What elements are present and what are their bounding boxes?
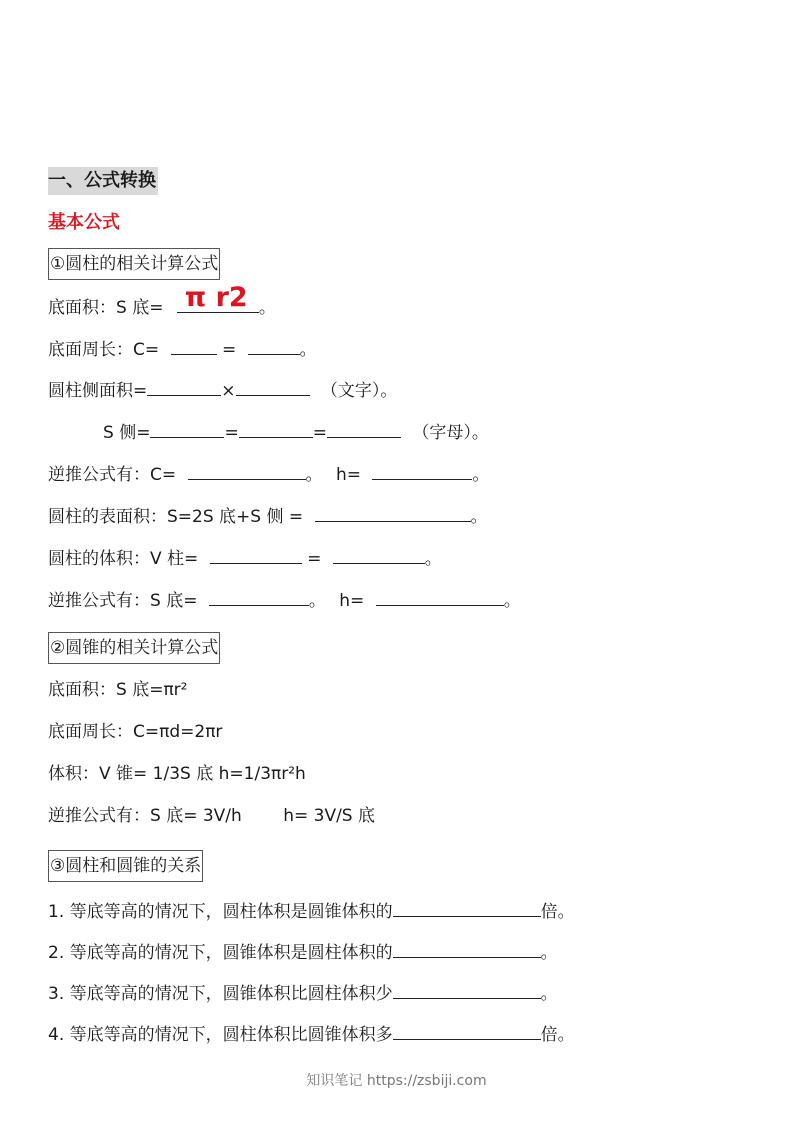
period: 。 <box>258 298 276 318</box>
period: 。 <box>470 507 488 527</box>
blank[interactable] <box>376 587 504 606</box>
blank[interactable] <box>209 587 309 606</box>
blank[interactable] <box>147 377 221 396</box>
period: 。 <box>299 340 317 360</box>
h-label: h= <box>335 465 361 485</box>
blank[interactable] <box>393 1021 541 1040</box>
blank[interactable] <box>210 545 302 564</box>
blank[interactable] <box>248 336 300 355</box>
blank[interactable] <box>393 898 541 917</box>
relation-item <box>48 1021 575 1045</box>
subtitle-basic-formulas: 基本公式 <box>48 212 120 233</box>
item-end: 倍。 <box>540 1025 575 1045</box>
note: （字母）。 <box>412 423 489 443</box>
blank[interactable] <box>327 419 401 438</box>
period: 。 <box>503 591 521 611</box>
label: 底面周长：C= <box>48 340 160 360</box>
item-end: 。 <box>540 984 558 1004</box>
cylinder-inverse-2-line <box>48 587 521 611</box>
blank[interactable] <box>150 419 224 438</box>
section-title: 一、公式转换 <box>48 167 158 195</box>
blank[interactable] <box>236 377 310 396</box>
cylinder-volume-line <box>48 545 442 569</box>
footer-watermark: 知识笔记 https://zsbiji.com <box>306 1073 487 1089</box>
label: 圆柱的表面积：S=2S 底+S 侧 = <box>48 507 304 527</box>
inverse-h: h= 3V/S 底 <box>283 806 375 826</box>
h-label: h= <box>339 591 365 611</box>
item-text: 3. 等底等高的情况下，圆锥体积比圆柱体积少 <box>48 984 393 1004</box>
label: S 侧= <box>103 423 151 443</box>
blank[interactable] <box>315 503 471 522</box>
cone-volume: 体积：V 锥= 1/3S 底 h=1/3πr²h <box>48 764 306 784</box>
equals: = <box>224 423 239 443</box>
blank[interactable] <box>372 461 472 480</box>
cylinder-lateral-words-line <box>48 377 397 401</box>
filled-answer: π r2 <box>184 282 248 313</box>
note: （文字）。 <box>320 381 398 401</box>
relation-item <box>48 939 558 963</box>
relation-item <box>48 898 575 922</box>
period: 。 <box>308 591 326 611</box>
item-text: 2. 等底等高的情况下，圆锥体积是圆柱体积的 <box>48 943 393 963</box>
item-end: 倍。 <box>540 902 575 922</box>
cone-base-area: 底面积：S 底=πr² <box>48 680 188 700</box>
times: × <box>221 381 236 401</box>
label: 圆柱的体积：V 柱= <box>48 549 199 569</box>
label: 底面积：S 底= <box>48 298 164 318</box>
relation-item <box>48 980 558 1004</box>
cylinder-inverse-1-line <box>48 461 489 485</box>
period: 。 <box>424 549 442 569</box>
period: 。 <box>472 465 490 485</box>
blank[interactable] <box>188 461 306 480</box>
cylinder-base-area-line <box>48 282 276 318</box>
cone-header: ②圆锥的相关计算公式 <box>48 632 220 664</box>
label: 圆柱侧面积= <box>48 381 148 401</box>
blank[interactable] <box>393 980 541 999</box>
item-text: 4. 等底等高的情况下，圆柱体积比圆锥体积多 <box>48 1025 393 1045</box>
period: 。 <box>305 465 323 485</box>
cylinder-base-circumference-line <box>48 336 317 360</box>
blank[interactable] <box>333 545 425 564</box>
blank[interactable] <box>393 939 541 958</box>
inverse-s: 逆推公式有：S 底= 3V/h <box>48 806 242 826</box>
cone-inverse-line <box>48 804 375 828</box>
blank-base-area[interactable] <box>177 282 259 313</box>
cylinder-surface-area-line <box>48 503 488 527</box>
item-text: 1. 等底等高的情况下，圆柱体积是圆锥体积的 <box>48 902 393 922</box>
cylinder-header: ①圆柱的相关计算公式 <box>48 248 220 280</box>
label: 逆推公式有：C= <box>48 465 177 485</box>
equals: = <box>221 340 237 360</box>
equals: = <box>307 549 322 569</box>
blank[interactable] <box>239 419 313 438</box>
relation-header: ③圆柱和圆锥的关系 <box>48 850 203 882</box>
label: 逆推公式有：S 底= <box>48 591 198 611</box>
cone-base-circumference: 底面周长：C=πd=2πr <box>48 722 223 742</box>
equals: = <box>312 423 327 443</box>
cylinder-lateral-letters-line <box>103 419 489 443</box>
blank[interactable] <box>171 336 217 355</box>
item-end: 。 <box>540 943 558 963</box>
